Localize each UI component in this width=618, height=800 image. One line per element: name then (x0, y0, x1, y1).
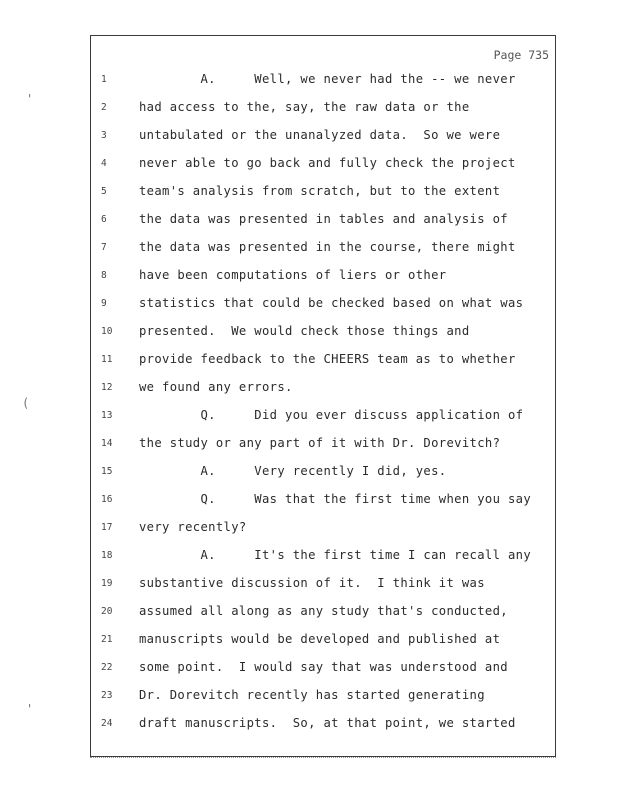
transcript-line: had access to the, say, the raw data or the (139, 100, 470, 114)
transcript-line: presented. We would check those things and (139, 324, 470, 338)
left-margin-mark: ' (26, 702, 34, 716)
line-number: 1 (101, 74, 107, 85)
transcript-line: Q. Did you ever discuss application of (139, 408, 524, 422)
line-number: 12 (101, 382, 113, 393)
transcript-page (90, 35, 556, 757)
line-number: 2 (101, 102, 107, 113)
line-number: 20 (101, 606, 113, 617)
transcript-line: manuscripts would be developed and published at (139, 632, 501, 646)
line-number: 21 (101, 634, 113, 645)
transcript-line: statistics that could be checked based on what was (139, 296, 524, 310)
transcript-line: substantive discussion of it. I think it was (139, 576, 485, 590)
transcript-line: Dr. Dorevitch recently has started generating (139, 688, 485, 702)
transcript-line: A. Well, we never had the -- we never (139, 72, 516, 86)
left-margin-mark: ( (22, 396, 30, 410)
line-number: 24 (101, 718, 113, 729)
line-number: 19 (101, 578, 113, 589)
transcript-line: some point. I would say that was understood and (139, 660, 508, 674)
transcript-line: A. It's the first time I can recall any (139, 548, 532, 562)
line-number: 8 (101, 270, 107, 281)
transcript-line: the data was presented in the course, there might (139, 240, 516, 254)
line-number: 16 (101, 494, 113, 505)
line-number: 17 (101, 522, 113, 533)
transcript-line: the data was presented in tables and analysis of (139, 212, 508, 226)
transcript-line: never able to go back and fully check the project (139, 156, 516, 170)
line-number: 13 (101, 410, 113, 421)
line-number: 9 (101, 298, 107, 309)
page-number-label: Page 735 (493, 48, 549, 62)
transcript-line: very recently? (139, 520, 247, 534)
line-number: 23 (101, 690, 113, 701)
transcript-line: provide feedback to the CHEERS team as to whether (139, 352, 516, 366)
line-number: 10 (101, 326, 113, 337)
left-margin-mark: ' (26, 92, 34, 106)
line-number: 7 (101, 242, 107, 253)
line-number: 5 (101, 186, 107, 197)
line-number: 4 (101, 158, 107, 169)
transcript-line: draft manuscripts. So, at that point, we started (139, 716, 516, 730)
line-number: 3 (101, 130, 107, 141)
transcript-line: Q. Was that the first time when you say (139, 492, 532, 506)
line-number: 11 (101, 354, 113, 365)
line-number: 15 (101, 466, 113, 477)
line-number: 6 (101, 214, 107, 225)
line-number: 22 (101, 662, 113, 673)
line-number: 18 (101, 550, 113, 561)
transcript-line: have been computations of liers or other (139, 268, 447, 282)
transcript-line: team's analysis from scratch, but to the extent (139, 184, 501, 198)
transcript-line: we found any errors. (139, 380, 293, 394)
transcript-line: A. Very recently I did, yes. (139, 464, 447, 478)
scan-bottom-edge (90, 757, 556, 759)
line-number: 14 (101, 438, 113, 449)
transcript-line: untabulated or the unanalyzed data. So we were (139, 128, 501, 142)
transcript-line: assumed all along as any study that's conducted, (139, 604, 508, 618)
transcript-line: the study or any part of it with Dr. Dorevitch? (139, 436, 501, 450)
